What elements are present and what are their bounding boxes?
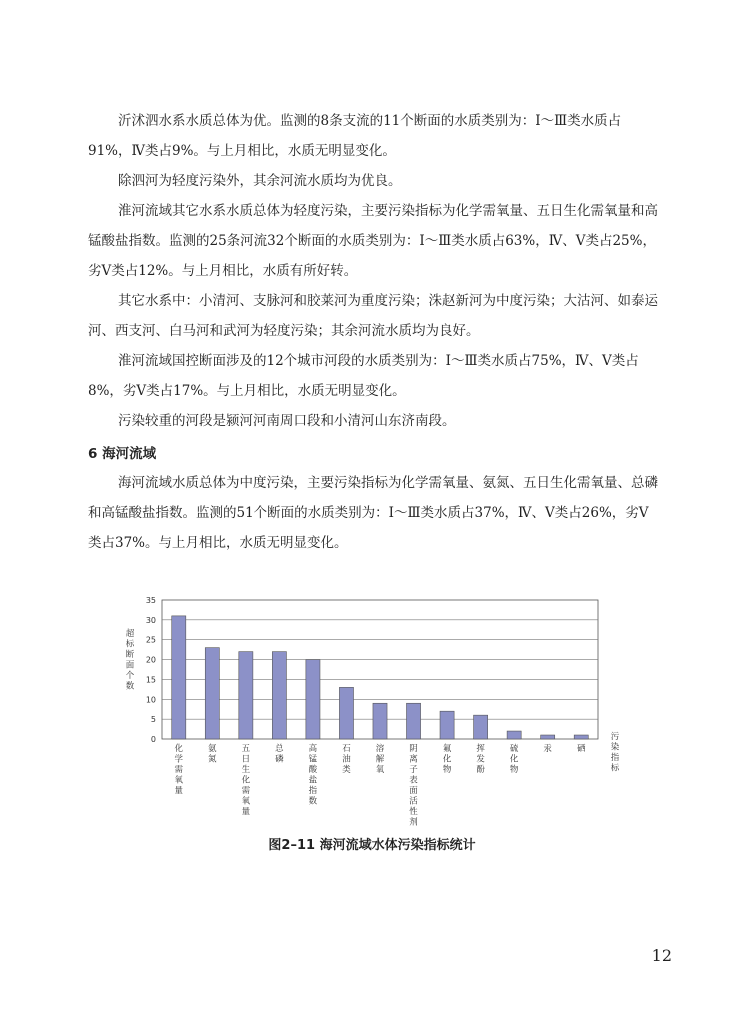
bar	[239, 652, 253, 739]
y-tick-label: 5	[150, 715, 156, 725]
x-tick-label: 氟化物	[442, 744, 452, 775]
x-tick-label: 氨氮	[208, 744, 217, 765]
x-axis-label: 污染指标	[610, 732, 620, 774]
x-tick-label: 阴离子表面活性剂	[409, 744, 418, 828]
y-tick-label: 30	[145, 615, 156, 625]
y-tick-label: 10	[145, 695, 156, 705]
bar	[507, 731, 521, 739]
x-tick-label: 总磷	[275, 744, 284, 765]
paragraph-2: 除泗河为轻度污染外，其余河流水质均为优良。	[118, 173, 402, 189]
section-heading: 6 海河流域	[88, 446, 157, 462]
chart-bars	[172, 616, 589, 739]
pollution-bar-chart	[110, 590, 630, 830]
bar	[172, 616, 186, 739]
bar	[474, 715, 488, 739]
y-axis-label: 超标断面个数	[125, 629, 135, 692]
y-tick-label: 0	[150, 735, 156, 744]
paragraph-4: 其它水系中：小清河、支脉河和胶莱河为重度污染；洙赵新河为中度污染；大沽河、如泰运河、西支河、白马河和武河为轻度污染；其余河流水质均为良好。	[88, 293, 658, 339]
chart-y-ticks	[146, 596, 156, 744]
x-tick-label: 溶解氧	[375, 744, 385, 775]
x-tick-label: 五日生化需氧量	[241, 744, 251, 817]
paragraph-1: 沂沭泗水系水质总体为优。监测的8条支流的11个断面的水质类别为：Ⅰ～Ⅲ类水质占91%，Ⅳ类占9%。与上月相比，水质无明显变化。	[88, 113, 622, 159]
y-tick-label: 15	[145, 675, 156, 685]
x-tick-label: 硒	[576, 744, 586, 754]
paragraph-3: 淮河流域其它水系水质总体为轻度污染，主要污染指标为化学需氧量、五日生化需氧量和高锰酸盐指数。监测的25条河流32个断面的水质类别为：Ⅰ～Ⅲ类水质占63%，Ⅳ、Ⅴ类占25%，劣Ⅴ类占12%。与上月相比，水质有所好转。	[88, 203, 658, 279]
section-paragraph: 海河流域水质总体为中度污染，主要污染指标为化学需氧量、氨氮、五日生化需氧量、总磷和高锰酸盐指数。监测的51个断面的水质类别为：Ⅰ～Ⅲ类水质占37%，Ⅳ、Ⅴ类占26%，劣Ⅴ类占37%。与上月相比，水质无明显变化。	[88, 475, 658, 551]
bar	[440, 711, 454, 739]
x-tick-label: 硫化物	[509, 744, 519, 775]
x-tick-label: 化学需氧量	[174, 744, 184, 796]
bar	[306, 660, 320, 739]
x-tick-label: 石油类	[342, 744, 351, 775]
paragraph-5: 淮河流域国控断面涉及的12个城市河段的水质类别为：Ⅰ～Ⅲ类水质占75%，Ⅳ、Ⅴ类占8%，劣Ⅴ类占17%。与上月相比，水质无明显变化。	[88, 353, 639, 399]
x-tick-label: 汞	[543, 744, 552, 754]
bar	[205, 648, 219, 739]
bar	[541, 735, 555, 739]
bar	[373, 703, 387, 739]
y-tick-label: 35	[145, 596, 156, 605]
bar	[339, 687, 353, 739]
x-tick-label: 挥发酚	[476, 744, 485, 775]
x-tick-label: 高锰酸盐指数	[308, 744, 318, 807]
bar	[272, 652, 286, 739]
y-tick-label: 20	[145, 655, 156, 665]
bar	[406, 703, 420, 739]
figure-caption: 图2–11 海河流域水体污染指标统计	[268, 838, 476, 853]
paragraph-6: 污染较重的河段是颍河河南周口段和小清河山东济南段。	[118, 413, 456, 429]
chart-x-labels	[175, 743, 586, 828]
y-tick-label: 25	[145, 635, 156, 645]
page-number: 12	[651, 946, 672, 965]
bar	[574, 735, 588, 739]
